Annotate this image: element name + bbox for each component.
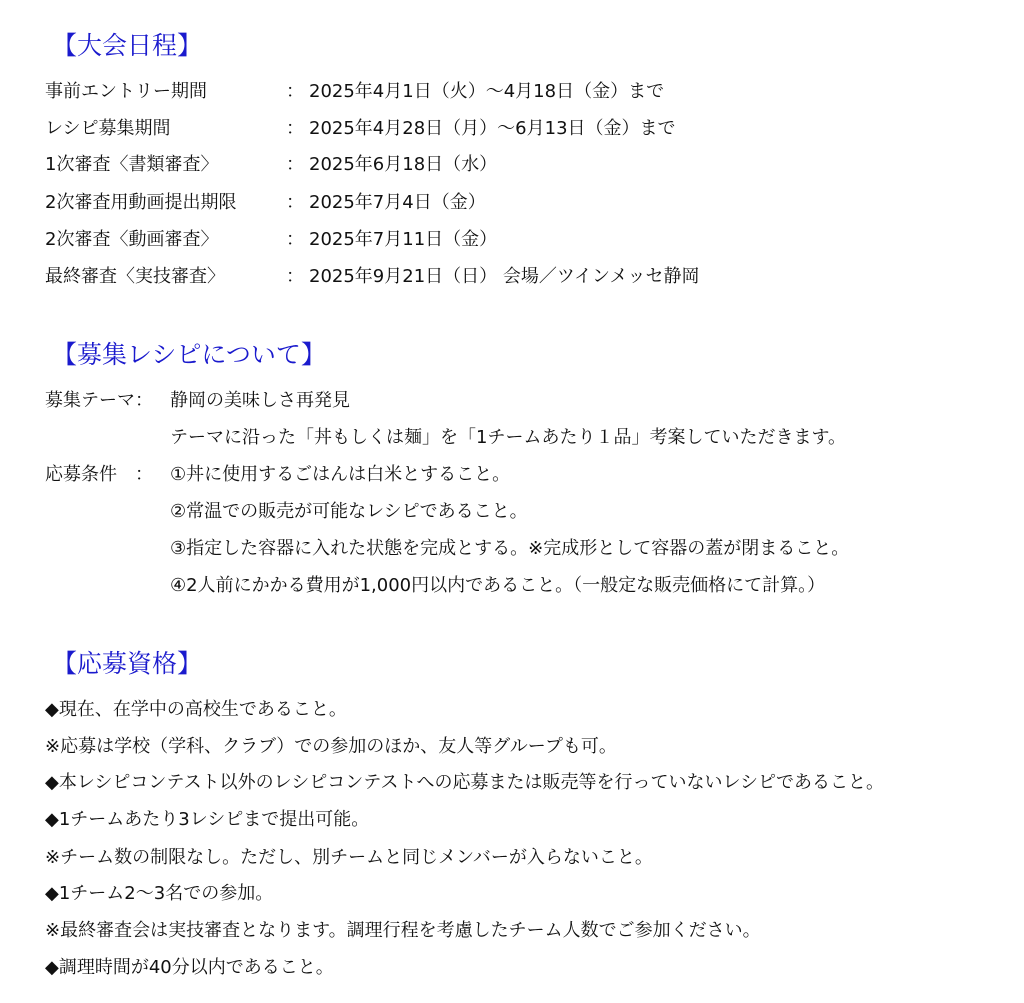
eligibility-item: ◆現在、在学中の高校生であること。 <box>45 699 347 720</box>
schedule-label-video-deadline: 2次審査用動画提出期限 <box>45 192 237 213</box>
schedule-value-video-deadline: 2025年7月4日（金） <box>309 192 486 213</box>
eligibility-note: ※チーム数の制限なし。ただし、別チームと同じメンバーが入らないこと。 <box>45 847 653 868</box>
theme-value: 静岡の美味しさ再発見 <box>170 390 350 411</box>
eligibility-item: ◆1チーム2〜3名での参加。 <box>45 883 274 904</box>
eligibility-note: ※応募は学校（学科、クラブ）での参加のほか、友人等グループも可。 <box>45 736 617 757</box>
condition-item: ④2人前にかかる費用が1,000円以内であること。（一般定な販売価格にて計算。） <box>170 575 826 596</box>
schedule-label-final-review: 最終審査〈実技審査〉 <box>45 266 225 287</box>
schedule-colon: ： <box>286 118 304 139</box>
eligibility-item: ◆本レシピコンテスト以外のレシピコンテストへの応募または販売等を行っていないレシピであること。 <box>45 772 885 793</box>
eligibility-heading: 【応募資格】 <box>52 649 203 678</box>
eligibility-note: ※最終審査会は実技審査となります。調理行程を考慮したチーム人数でご参加ください。 <box>45 920 761 941</box>
schedule-colon: ： <box>286 192 304 213</box>
schedule-value-final-review: 2025年9月21日（日） 会場／ツインメッセ静岡 <box>309 266 700 287</box>
schedule-colon: ： <box>286 266 304 287</box>
schedule-label-entry: 事前エントリー期間 <box>45 81 207 102</box>
condition-item: ②常温での販売が可能なレシピであること。 <box>170 501 528 522</box>
recipe-heading: 【募集レシピについて】 <box>52 340 326 369</box>
theme-label: 募集テーマ： <box>45 390 153 411</box>
schedule-label-second-review: 2次審査〈動画審査〉 <box>45 229 219 250</box>
schedule-colon: ： <box>286 154 304 175</box>
schedule-colon: ： <box>286 81 304 102</box>
eligibility-item: ◆調理時間が40分以内であること。 <box>45 957 334 978</box>
condition-item: ①丼に使用するごはんは白米とすること。 <box>170 464 511 485</box>
schedule-value-entry: 2025年4月1日（火）〜4月18日（金）まで <box>309 81 665 102</box>
schedule-heading: 【大会日程】 <box>52 31 203 60</box>
schedule-colon: ： <box>286 229 304 250</box>
schedule-value-recipe: 2025年4月28日（月）〜6月13日（金）まで <box>309 118 676 139</box>
schedule-value-second-review: 2025年7月11日（金） <box>309 229 498 250</box>
schedule-label-first-review: 1次審査〈書類審査〉 <box>45 154 219 175</box>
conditions-label: 応募条件 ： <box>45 464 153 485</box>
condition-item: ③指定した容器に入れた状態を完成とする。※完成形として容器の蓋が閉まること。 <box>170 538 850 559</box>
schedule-value-first-review: 2025年6月18日（水） <box>309 154 498 175</box>
eligibility-item: ◆1チームあたり3レシピまで提出可能。 <box>45 809 370 830</box>
theme-detail: テーマに沿った「丼もしくは麺」を「1チームあたり１品」考案していただきます。 <box>170 427 847 448</box>
schedule-label-recipe: レシピ募集期間 <box>45 118 171 139</box>
